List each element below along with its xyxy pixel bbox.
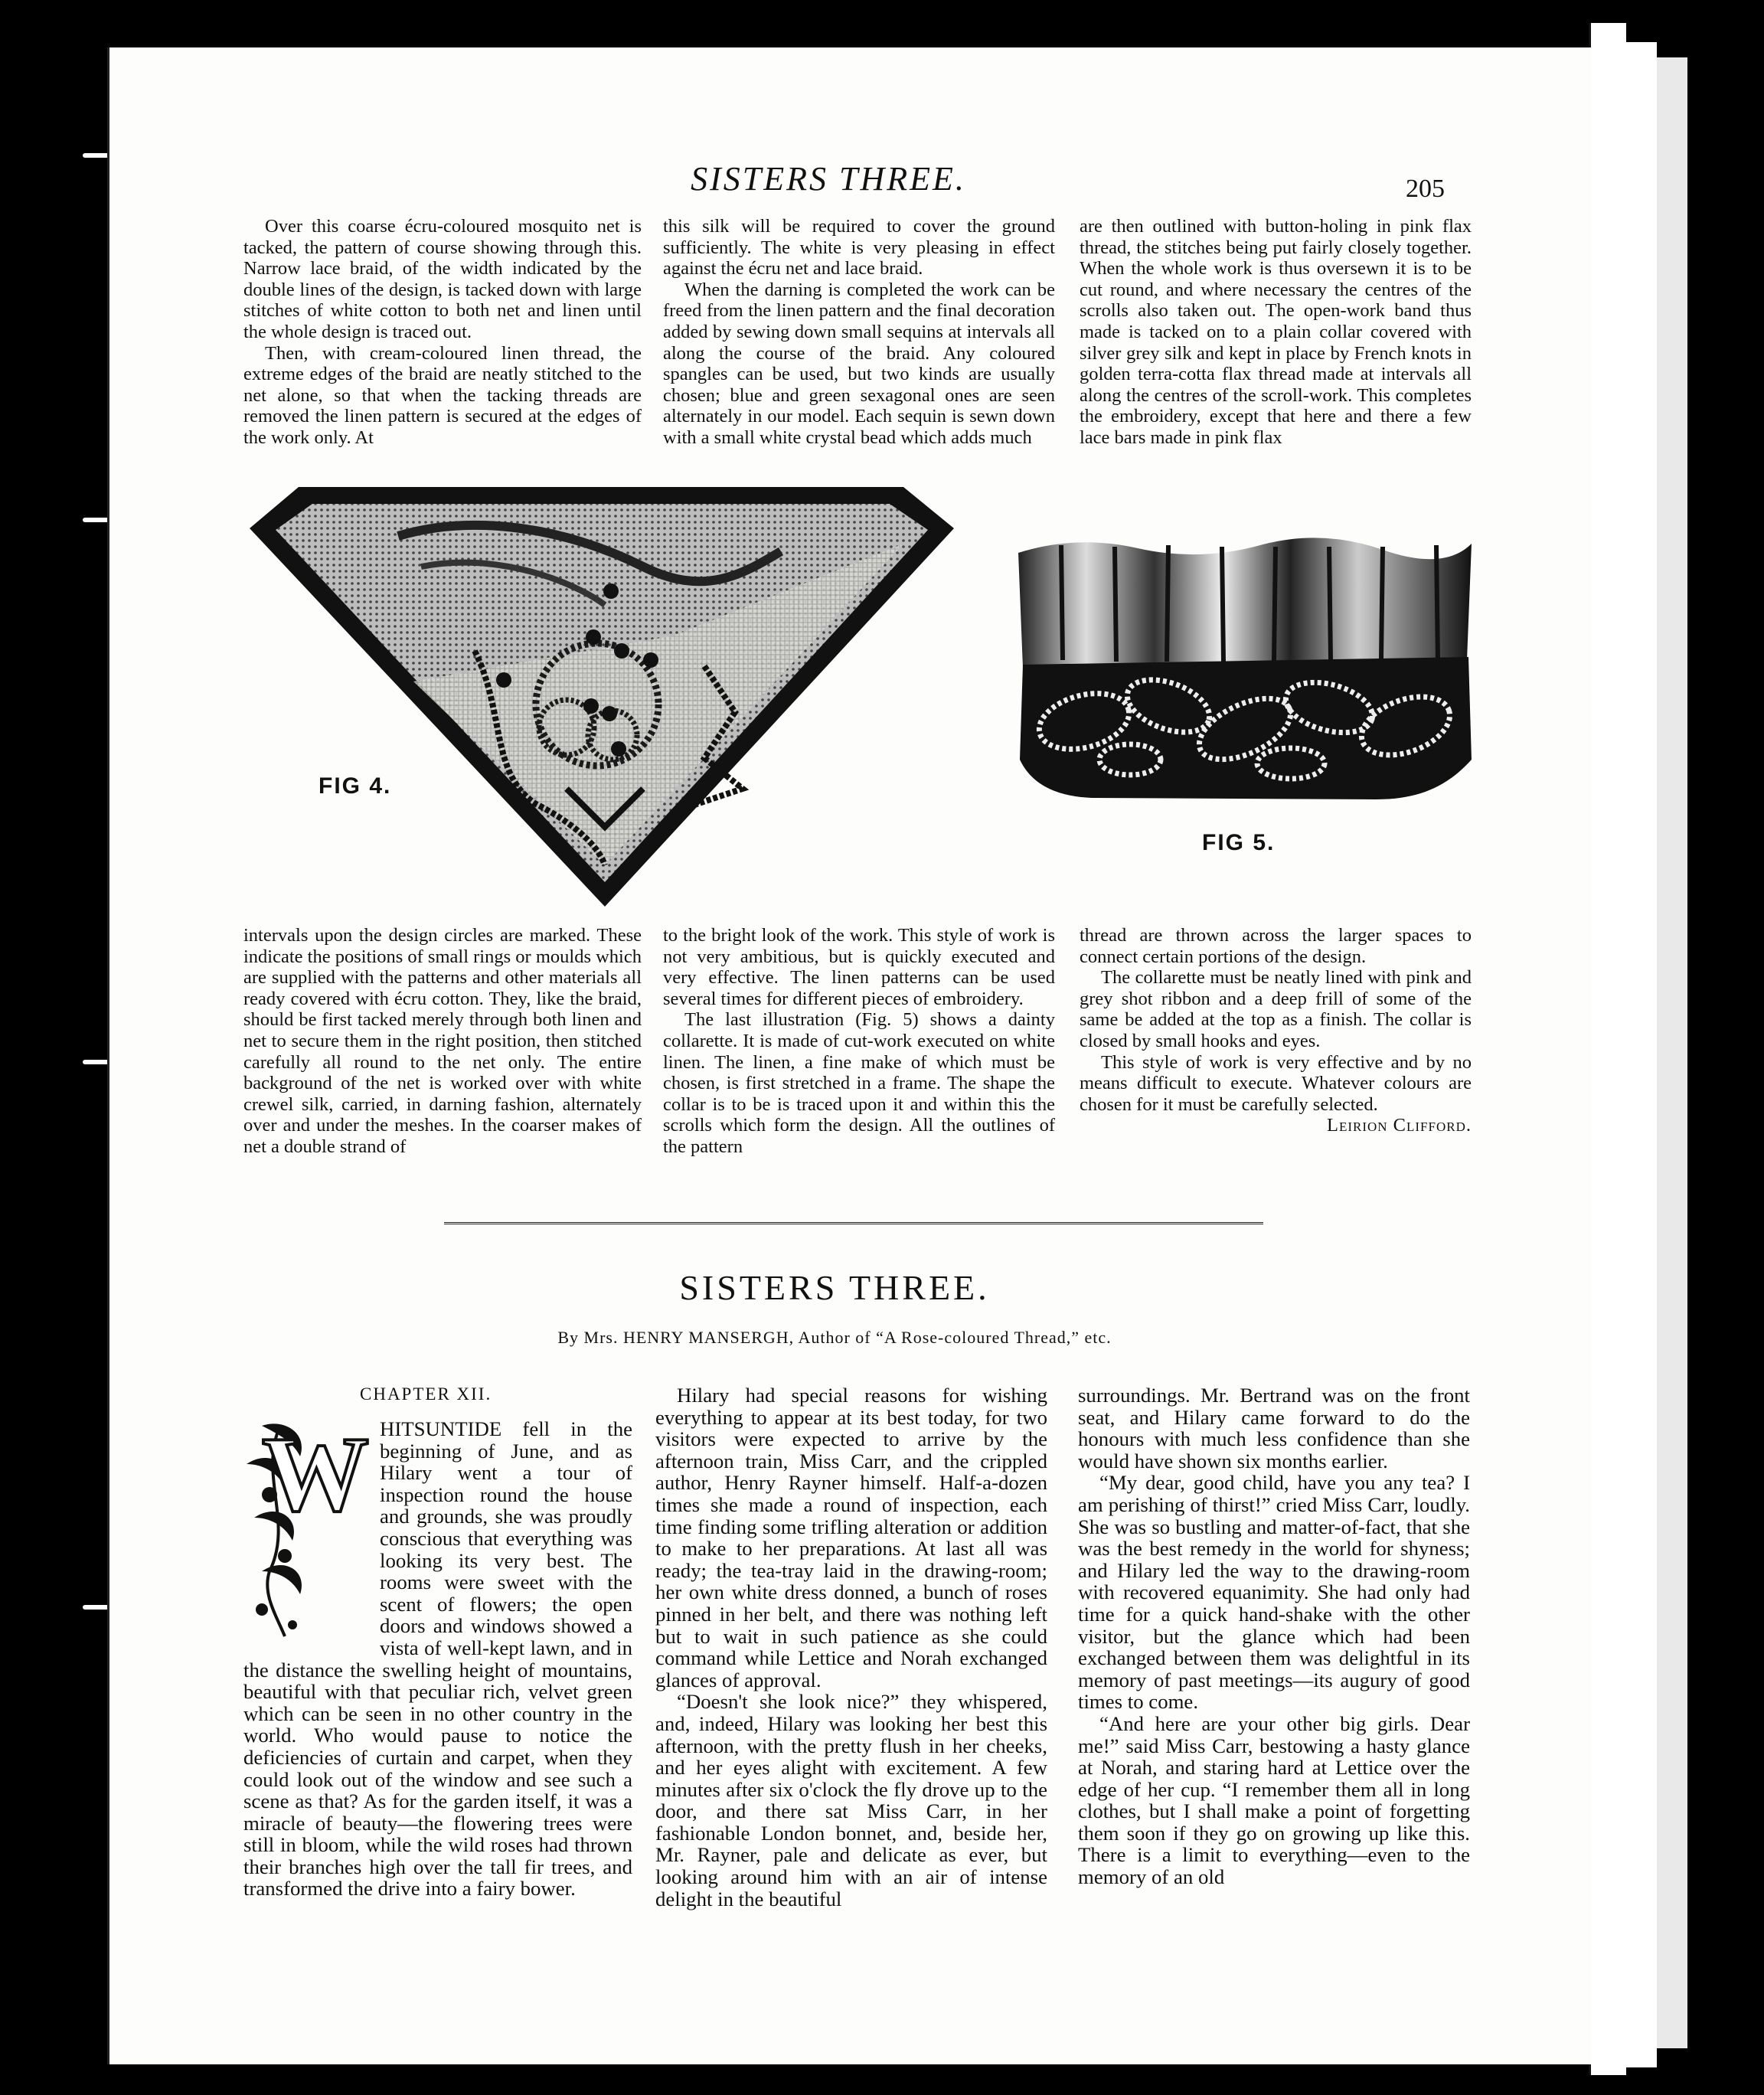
paragraph: HITSUNTIDE fell in the beginning of June, and as Hilary went a tour of inspection round the house and grounds, she was proudly conscious that everything was looking its very best. The rooms were sweet with the scent of flowers; the open doors and windows showed a vista of well-kept lawn, and in the distance the swelling height of mountains, beautiful with that peculiar rich, velvet green which can be seen in no other country in the world. Who would pause to notice the deficiencies of curtain and carpet, when they could look out of the window and see such a scene as that? As for the garden itself, it was a miracle of beauty—the flowering trees were still in bloom, while the wild roses had thrown their branches high over the tall fir trees, and transformed the drive into a fairy bower. [243, 1417, 632, 1901]
paragraph: Then, with cream-coloured linen thread, the extreme edges of the braid are neatly stitched to the net alone, so that when the tacking threads are removed the linen pattern is secured at the edges of the work only. At [243, 342, 642, 448]
paragraph: “Doesn't she look nice?” they whispered, and, indeed, Hilary was looking her best this afternoon, with the pretty flush in her cheeks, and her eyes alight with excitement. A few minutes after six o'clock the fly drove up to the door, and there sat Miss Carr, in her fashionable London bonnet, and, beside her, Mr. Rayner, pale and delicate as ever, but looking around him with an air of intense delight in the beautiful [655, 1690, 1047, 1910]
article1-col2-bottom [663, 925, 1055, 1158]
page-edge [1589, 23, 1626, 2075]
binding-stitch [83, 1605, 109, 1610]
article2-col3 [1078, 1384, 1470, 1888]
article1-col2-top [663, 216, 1055, 449]
paragraph: intervals upon the design circles are marked. These indicate the positions of small rings or moulds which are supplied with the patterns and other materials all ready covered with écru cotton. They, like the braid, should be first tacked merely through both linen and net to secure them in the right position, then stitched carefully all round to the net only. The entire background of the net is worked over with white crewel silk, carried, in darning fashion, alternately over and under the meshes. In the coarser makes of net a double strand of [243, 925, 642, 1157]
article1-col1-bottom [243, 925, 642, 1158]
paragraph: this silk will be required to cover the ground sufficiently. The white is very pleasing in effect against the écru net and lace braid. [663, 216, 1055, 279]
paragraph: thread are thrown across the larger spaces to connect certain portions of the design. [1080, 925, 1472, 967]
running-head: SISTERS THREE. [691, 160, 966, 198]
paragraph: surroundings. Mr. Bertrand was on the front seat, and Hilary came forward to do the honours with much less confidence than she would have shown six months earlier. [1078, 1384, 1470, 1472]
binding-stitch [83, 518, 109, 522]
page-edge [1624, 42, 1657, 2067]
drop-cap-space [243, 1418, 380, 1639]
section-divider [444, 1222, 1263, 1224]
paragraph: When the darning is completed the work can be freed from the linen pattern and the final decoration added by sewing down small sequins at intervals all along the course of the braid. Any coloured spangles can be used, but two kinds are usually chosen; blue and green sexagonal ones are seen alternately in our model. Each sequin is sewn down with a small white crystal bead which adds much [663, 279, 1055, 448]
drop-cap-letter: W [262, 1418, 369, 1534]
binding-stitch [83, 1060, 109, 1064]
binding-stitch [83, 153, 109, 158]
signature: Leirion Clifford. [1326, 1115, 1472, 1136]
page-edge [1655, 57, 1687, 2048]
paragraph: The last illustration (Fig. 5) shows a dainty collarette. It is made of cut-work executed on white linen. The linen, a fine make of which must be chosen, is first stretched in a frame. The shape the collar is to be is traced upon it and within this the scrolls which form the design. All the outlines of the pattern [663, 1009, 1055, 1157]
fig5-illustration [1015, 530, 1475, 806]
chapter-heading: CHAPTER XII. [360, 1384, 492, 1404]
paragraph: This style of work is very effective and by no means difficult to execute. Whatever colours are chosen for it must be carefully selected. [1080, 1051, 1472, 1115]
article1-col1-top [243, 216, 642, 449]
paragraph: “And here are your other big girls. Dear me!” said Miss Carr, bestowing a hasty glance at Norah, and staring hard at Lettice over the edge of her cup. “I remember them all in long clothes, but I shall make a point of forgetting them soon if they go on growing up like this. There is a limit to everything—even to the memory of an old [1078, 1711, 1470, 1889]
paragraph: Hilary had special reasons for wishing everything to appear at its best today, for two visitors were expected to arrive by the afternoon train, Miss Carr, and the crippled author, Henry Rayner himself. Half-a-dozen times she made a round of inspection, each time finding some trifling alteration or addition to make to her preparations. At last all was ready; the tea-tray laid in the drawing-room; her own white dress donned, a bunch of roses pinned in her belt, and there was nothing left but to wait in such patience as she could command while Lettice and Norah exchanged glances of approval. [655, 1384, 1047, 1691]
article-title: SISTERS THREE. [679, 1268, 990, 1307]
paragraph: “My dear, good child, have you any tea? I am perishing of thirst!” cried Miss Carr, loudly. She was so bustling and matter-of-fact, that she was the best remedy in the world for shyness; and Hilary led the way to the drawing-room with recovered equanimity. She had only had time for a quick hand-shake with the other visitor, but the glance which had been exchanged between them was delightful in its memory of past meetings—its augury of good times to come. [1078, 1471, 1470, 1714]
page-number: 205 [1406, 175, 1445, 203]
paragraph: Over this coarse écru-coloured mosquito net is tacked, the pattern of course showing through this. Narrow lace braid, of the width indicated by the double lines of the design, is tacked down with large stitches of white cotton to both net and linen until the whole design is traced out. [243, 216, 642, 342]
book-spine [0, 0, 107, 2095]
article2-col2 [655, 1384, 1047, 1910]
fig4-label: FIG 4. [318, 773, 392, 799]
fig4-illustration [245, 482, 957, 911]
byline: By Mrs. HENRY MANSERGH, Author of “A Rose-coloured Thread,” etc. [557, 1328, 1112, 1347]
fig5-label: FIG 5. [1202, 830, 1276, 855]
article2-col1 [243, 1418, 632, 1900]
article1-col3-top [1080, 216, 1472, 449]
paragraph: are then outlined with button-holing in pink flax thread, the stitches being put fairly closely together. When the whole work is thus oversewn it is to be cut round, and where necessary the centres of the scrolls also taken out. The open-work band thus made is tacked on to a plain collar covered with silver grey silk and kept in place by French knots in golden terra-cotta flax thread made at intervals all along the centres of the scroll-work. This completes the embroidery, except that here and there a few lace bars made in pink flax [1080, 216, 1472, 448]
paragraph: The collarette must be neatly lined with pink and grey shot ribbon and a deep frill of some of the same be added at the top as a finish. The collar is closed by small hooks and eyes. [1080, 967, 1472, 1051]
paragraph: to the bright look of the work. This style of work is not very ambitious, but is quickly executed and very effective. The linen patterns can be used several times for different pieces of embroidery. [663, 925, 1055, 1009]
article1-col3-bottom [1080, 925, 1472, 1136]
